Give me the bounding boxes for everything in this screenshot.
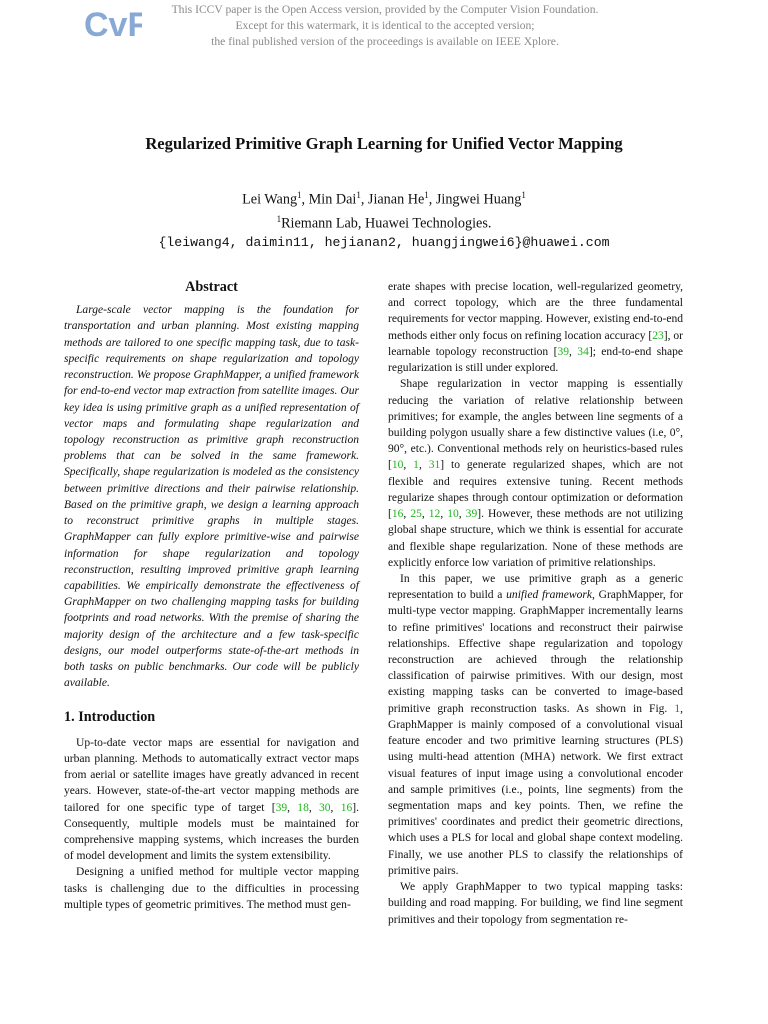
paragraph-text: , GraphMapper, for multi-type vector mapping. GraphMapper incrementally learns to refine primitives' locations and reconstruct their pairwise relationships. Effective shape regularization and topology reconstruction are achieved through the relationship classification of pairwise primitives. With our design, most existing mapping tasks can be converted to image-based primitive graph reconstruction tasks. As shown in Fig. — [388, 589, 683, 715]
paragraph-text: In this paper, we use primitive graph as a generic representation to build a — [388, 572, 683, 602]
paragraph-text: erate shapes with precise location, well-regularized geometry, and correct topology, which are the three fundamental requirements for vector mapping. However, existing end-to-end methods either only focus on refining location accuracy [ — [388, 281, 683, 342]
citation-link[interactable]: 23 — [652, 329, 664, 342]
author-name: Lei Wang — [242, 191, 298, 208]
citation-link[interactable]: 10 — [447, 508, 459, 521]
right-column — [388, 279, 683, 928]
open-access-watermark — [150, 2, 620, 50]
intro-paragraph — [388, 571, 683, 879]
watermark-line: the final published version of the proceedings is available on IEEE Xplore. — [211, 35, 559, 48]
paragraph-text: , GraphMapper is mainly composed of a convolutional visual feature encoder and two primitive learning structures (PLS) using multi-head attention (MHA) network. We first extract visual features of input image using a convolutional encoder and sample primitives (i.e., points, line segments) from the segmentation maps and key points. Then, we refine the primitives' coordinates and predict their geometric directions, which uses a PLS for local and global shape context modeling. Finally, we use another PLS to classify the relationships of primitive pairs. — [388, 702, 683, 877]
left-column — [64, 279, 359, 913]
paragraph-text: Shape regularization in vector mapping is essentially reducing the variation of relative relationship between primitives; for example, the angles between line segments of a building polygon usually share a few distinctive values (i.e, 0°, 90°, etc.). Conventional methods rely on heuristics-based rules [ — [388, 378, 683, 472]
affiliation-name: Riemann Lab, Huawei Technologies. — [281, 215, 492, 232]
affiliation-mark: 1 — [521, 190, 526, 200]
abstract-text: Large-scale vector mapping is the foundation for transportation and urban planning. Most existing mapping methods are tailored to one specific mapping task, due to task-specific requirements on shape regularization and topology reconstruction. We propose GraphMapper, a unified framework for end-to-end vector map extraction from satellite images. Our key idea is using primitive graph as a unified representation of vector maps and formulating shape regularization and topology reconstruction as primitive graph reconstruction problems that can be solved in the same framework. Specifically, shape regularization is modeled as the consistency between primitive directions and their pairwise relationship. Based on the primitive graph, we design a learning approach to reconstruct primitive graphs in multiple stages. GraphMapper can fully explore primitive-wise and pairwise information for shape regularization and topology reconstruction, resulting improved primitive graph learning capabilities. We empirically demonstrate the effectiveness of GraphMapper on two challenging mapping tasks for building footprints and road networks. With the premise of sharing the majority design of the architecture and a few task-specific designs, our model outperforms state-of-the-art methods in both tasks on public benchmarks. Our code will be publicly available. — [64, 304, 359, 690]
intro-paragraph: We apply GraphMapper to two typical mapping tasks: building and road mapping. For building, we find line segment primitives and their topology from segmentation re- — [388, 881, 683, 926]
paragraph-text: ], or learnable topology reconstruction [ — [388, 329, 683, 358]
author-name: Min Dai — [308, 191, 357, 208]
abstract-heading: Abstract — [185, 279, 238, 295]
citation-link[interactable]: 25 — [410, 508, 422, 521]
citation-link[interactable]: 18 — [297, 801, 309, 814]
paragraph-text: ]. Consequently, multiple models must be maintained for comprehensive mapping systems, which increases the burden of model development and limits the system extensibility. — [64, 801, 359, 863]
paragraph-text: ]. However, these methods are not utilizing global shape structure, which we think is essential for accurate and flexible shape regularization. None of these methods are explicitly enforce low variation of primitive relationships. — [388, 508, 683, 569]
citation-link[interactable]: 12 — [428, 508, 441, 521]
intro-paragraph: Up-to-date vector maps are essential for navigation and urban planning. Methods to automatically extract vector maps from aerial or satellite images have greatly advanced in recent years. However, state-of-the-art vector mapping methods are tailored for one specific type of target [39, 18, 30, 16]. Consequently, multiple models must be maintained for comprehensive mapping systems, which increases the burden of model development and limits the system extensibility. — [64, 736, 359, 863]
citation-link[interactable]: 31 — [428, 459, 441, 472]
citation-link[interactable]: 39 — [275, 801, 288, 814]
paragraph-text: Up-to-date vector maps are essential for navigation and urban planning. Methods to automatically extract vector maps from aerial or satellite images have greatly advanced in recent years. However, state-of-the-art vector mapping methods are tailored for one specific type of target [ — [64, 736, 359, 814]
affiliation — [0, 210, 768, 234]
affiliation-mark: 1 — [424, 190, 429, 200]
affiliation-mark: 1 — [356, 190, 361, 200]
intro-paragraph: Shape regularization in vector mapping is essentially reducing the variation of relative relationship between primitives; for example, the angles between line segments of a building polygon usually share a few distinctive values (i.e, 0°, 90°, etc.). Conventional methods rely on heuristics-based rules [10, 1, 31] to generate regularized shapes, which are not flexible and requires extensive tuning. Recent methods regularize shapes through contour optimization or deformation [16, 25, 12, 10, 39]. However, these methods are not utilizing global shape structure, which we think is essential for accurate and flexible shape regularization. None of these methods are explicitly enforce low variation of primitive relationships. — [388, 378, 683, 569]
cvf-logo-icon — [82, 3, 142, 45]
affiliation-mark: 1 — [297, 190, 302, 200]
paragraph-text: ]; end-to-end shape regularization is still under explored. — [388, 345, 683, 375]
author-name: Jianan He — [367, 191, 425, 208]
watermark-line: This ICCV paper is the Open Access version, provided by the Computer Vision Foundation. — [171, 3, 599, 16]
citation-link[interactable]: 16 — [340, 801, 353, 814]
citation-link[interactable]: 1 — [413, 459, 419, 472]
author-name: Jingwei Huang — [435, 191, 522, 208]
citation-link[interactable]: 30 — [319, 801, 331, 814]
citation-link[interactable]: 34 — [577, 345, 589, 358]
citation-link[interactable]: 10 — [391, 459, 404, 472]
introduction-heading: 1. Introduction — [64, 709, 156, 726]
paper-title: Regularized Primitive Graph Learning for Unified Vector Mapping — [145, 134, 623, 153]
cvf-logo-text: CvF — [84, 6, 142, 44]
intro-paragraph: Designing a unified method for multiple vector mapping tasks is challenging due to the difficulties in processing multiple types of geometric primitives. The method must gen- — [64, 866, 359, 911]
affiliation-mark: 1 — [276, 213, 282, 224]
emphasis-text: unified framework — [506, 589, 592, 602]
figure-reference-link[interactable]: 1 — [674, 702, 681, 715]
citation-link[interactable]: 39 — [557, 345, 569, 358]
intro-paragraph: erate shapes with precise location, well-regularized geometry, and correct topology, which are the three fundamental requirements for vector mapping. However, existing end-to-end methods either only focus on refining location accuracy [23], or learnable topology reconstruction [39, 34]; end-to-end shape regularization is still under explored. — [388, 281, 683, 375]
author-emails: {leiwang4, daimin11, hejianan2, huangjingwei6}@huawei.com — [158, 235, 610, 251]
citation-link[interactable]: 16 — [391, 508, 404, 521]
citation-link[interactable]: 39 — [465, 508, 478, 521]
paragraph-text: ] to generate regularized shapes, which are not flexible and requires extensive tuning. Recent methods regularize shapes through contour optimization or deformation [ — [388, 459, 683, 521]
author-block — [0, 186, 768, 252]
author-list: Lei Wang$^1$, Min Dai$^1$, Jianan He$^1$, Jingwei Huang$^1$ — [242, 190, 526, 208]
watermark-line: Except for this watermark, it is identical to the accepted version; — [235, 19, 535, 32]
